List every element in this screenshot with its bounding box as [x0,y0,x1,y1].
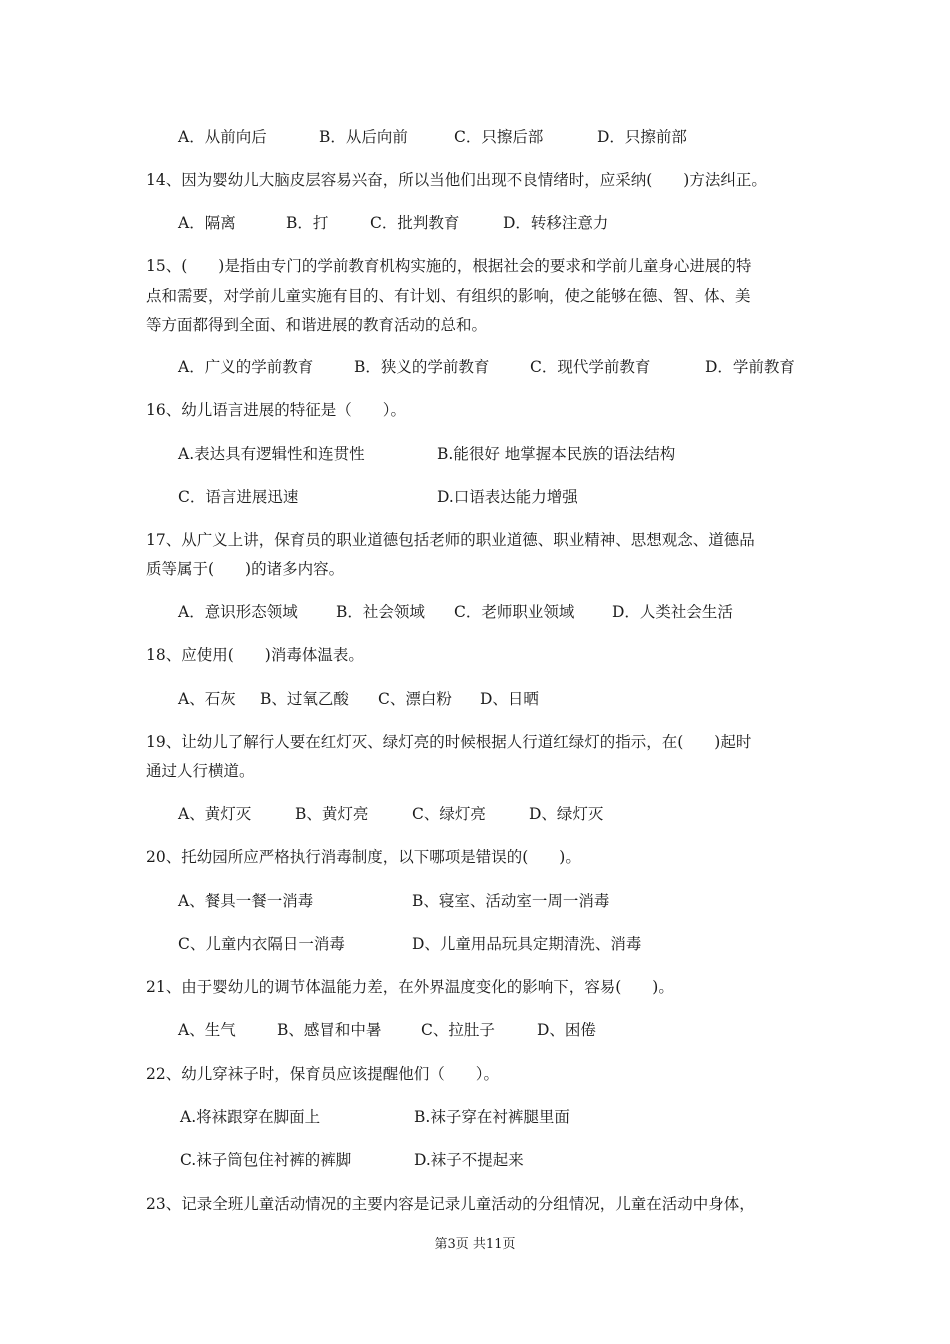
question-text: 19、让幼儿了解行人要在红灯灭、绿灯亮的时候根据人行道红绿灯的指示，在( )起时 [146,733,752,751]
option: C．批判教育 [370,214,460,232]
option: B．狭义的学前教育 [354,358,490,376]
option: D．人类社会生活 [612,603,733,621]
page-footer: 第3页 共11页 [434,1237,516,1252]
question-text: 14、因为婴幼儿大脑皮层容易兴奋，所以当他们出现不良情绪时，应采纳( )方法纠正。 [146,171,767,189]
option: A.表达具有逻辑性和连贯性 [178,445,365,463]
option: C．只擦后部 [454,128,544,146]
option: B．从后向前 [319,128,408,146]
question-text: 质等属于( )的诸多内容。 [146,560,345,578]
question-text: 点和需要，对学前儿童实施有目的、有计划、有组织的影响，使之能够在德、智、体、美 [146,287,751,305]
option: C.袜子筒包住衬裤的裤脚 [180,1151,352,1169]
option: A、石灰 [178,690,236,708]
option: C．老师职业领域 [454,603,575,621]
option: A、餐具一餐一消毒 [178,892,314,910]
option: C．语言进展迅速 [178,488,299,506]
option: B、黄灯亮 [295,805,369,823]
option: A．广义的学前教育 [178,358,314,376]
question-text: 17、从广义上讲，保育员的职业道德包括老师的职业道德、职业精神、思想观念、道德品 [146,531,755,549]
option: A．隔离 [178,214,236,232]
option: D、困倦 [537,1021,596,1039]
option: A．从前向后 [178,128,267,146]
question-text: 通过人行横道。 [146,762,255,780]
option: C、绿灯亮 [412,805,486,823]
option: B．打 [286,214,329,232]
option: A、黄灯灭 [178,805,252,823]
question-text: 等方面都得到全面、和谐进展的教育活动的总和。 [146,316,488,334]
option: B、感冒和中暑 [277,1021,382,1039]
option: B.能很好 地掌握本民族的语法结构 [437,445,676,463]
option: C、儿童内衣隔日一消毒 [178,935,345,953]
question-text: 15、( )是指由专门的学前教育机构实施的，根据社会的要求和学前儿童身心进展的特 [146,257,752,275]
question-text: 18、应使用( )消毒体温表。 [146,646,364,664]
option: D.口语表达能力增强 [437,488,578,506]
option: B.袜子穿在衬裤腿里面 [414,1108,570,1126]
option: D、绿灯灭 [529,805,604,823]
option: C、拉肚子 [421,1021,495,1039]
option: D、日晒 [480,690,539,708]
option: D.袜子不提起来 [414,1151,524,1169]
question-text: 20、托幼园所应严格执行消毒制度，以下哪项是错误的( )。 [146,848,581,866]
option: B、过氧乙酸 [260,690,349,708]
option: C、漂白粉 [378,690,452,708]
question-text: 23、记录全班儿童活动情况的主要内容是记录儿童活动的分组情况，儿童在活动中身体， [146,1195,755,1213]
option: B．社会领域 [336,603,425,621]
option: A.将袜跟穿在脚面上 [180,1108,321,1126]
question-text: 22、幼儿穿袜子时，保育员应该提醒他们（ ）。 [146,1065,499,1083]
option: D．转移注意力 [503,214,609,232]
option: C．现代学前教育 [530,358,651,376]
option: A．意识形态领域 [178,603,298,621]
question-text: 21、由于婴幼儿的调节体温能力差，在外界温度变化的影响下，容易( )。 [146,978,674,996]
question-text: 16、幼儿语言进展的特征是（ ）。 [146,401,406,419]
option: D、儿童用品玩具定期清洗、消毒 [412,935,642,953]
option: B、寝室、活动室一周一消毒 [412,892,610,910]
option: D．只擦前部 [597,128,687,146]
option: A、生气 [178,1021,236,1039]
option: D．学前教育 [705,358,795,376]
